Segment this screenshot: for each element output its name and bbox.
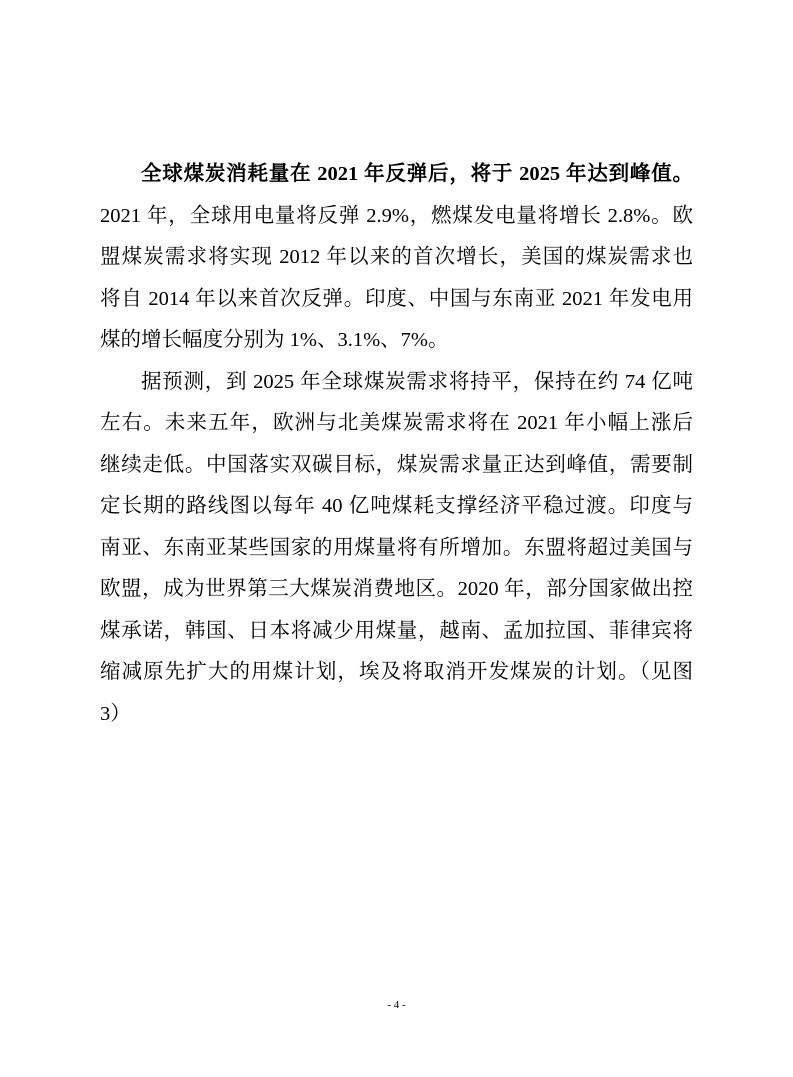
paragraph-2-line-6: 欧盟，成为世界第三大煤炭消费地区。2020 年，部分国家做出控 [100, 578, 693, 600]
paragraph-2-line-8: 缩减原先扩大的用煤计划，埃及将取消开发煤炭的计划。（见图 [100, 661, 693, 683]
paragraph-2-line-2: 左右。未来五年，欧洲与北美煤炭需求将在 2021 年小幅上涨后 [100, 412, 693, 434]
paragraph-1-line-5: 煤的增长幅度分别为 1%、3.1%、7%。 [100, 329, 449, 351]
paragraph-1-line-3: 盟煤炭需求将实现 2012 年以来的首次增长，美国的煤炭需求也 [100, 246, 693, 268]
paragraph-2-line-3: 继续走低。中国落实双碳目标，煤炭需求量正达到峰值，需要制 [100, 453, 693, 476]
paragraph-1-line-2: 2021 年，全球用电量将反弹 2.9%，燃煤发电量将增长 2.8%。欧 [100, 204, 693, 227]
paragraph-1 [100, 154, 693, 362]
paragraph-2-line-9: 3） [100, 702, 131, 725]
page-number: - 4 - [387, 999, 406, 1011]
paragraph-2-line-7: 煤承诺，韩国、日本将减少用煤量，越南、孟加拉国、菲律宾将 [100, 619, 693, 642]
paragraph-2 [100, 362, 693, 736]
paragraph-2-line-1: 据预测，到 2025 年全球煤炭需求将持平，保持在约 74 亿吨 [141, 370, 693, 393]
paragraph-1-line-4: 将自 2014 年以来首次反弹。印度、中国与东南亚 2021 年发电用 [100, 287, 693, 310]
document-body [100, 154, 693, 735]
paragraph-2-line-5: 南亚、东南亚某些国家的用煤量将有所增加。东盟将超过美国与 [100, 536, 693, 559]
paragraph-1-heading-sentence: 全球煤炭消耗量在 2021 年反弹后，将于 2025 年达到峰值。 [141, 163, 693, 185]
paragraph-2-line-4: 定长期的路线图以每年 40 亿吨煤耗支撑经济平稳过渡。印度与 [100, 495, 693, 517]
